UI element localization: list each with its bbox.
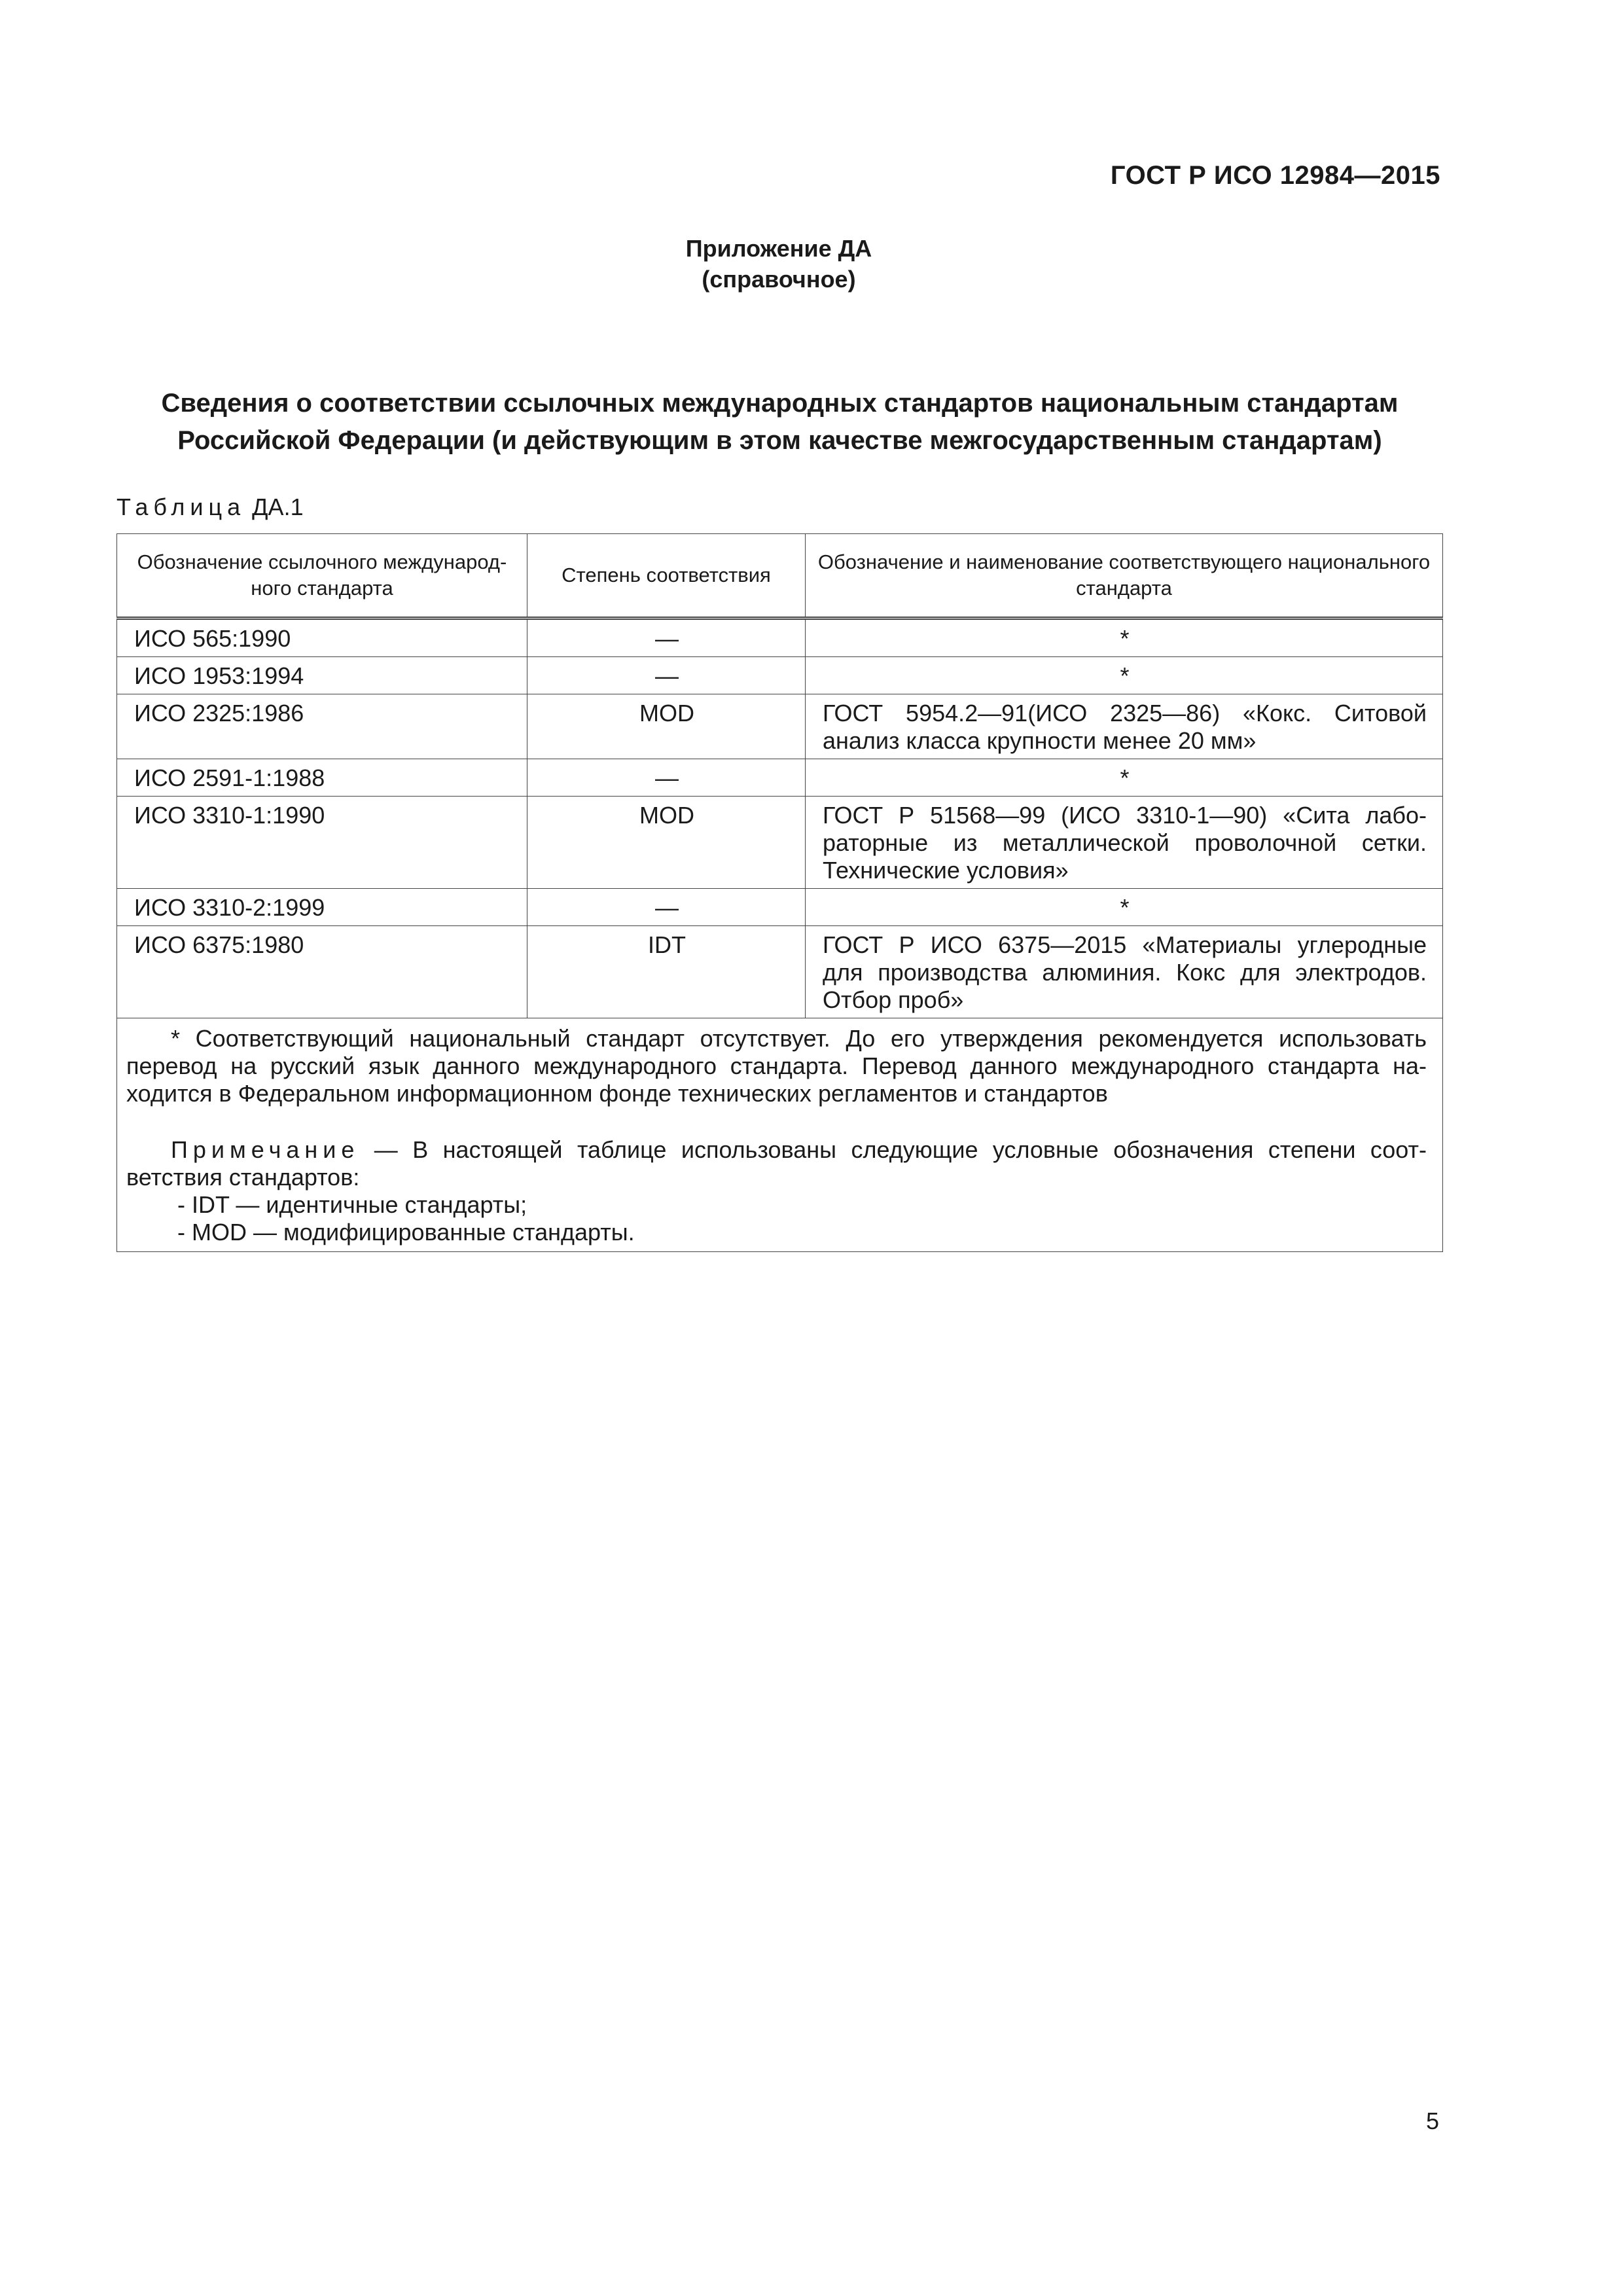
cell-national: * [806, 657, 1443, 694]
header-degree-of-correspondence: Степень соответствия [527, 534, 806, 619]
cell-national: * [806, 889, 1443, 926]
note-text: — В настоящей таблице использованы следующие условные обозначения степени соот-ветствия стандартов: [126, 1136, 1427, 1191]
cell-degree: IDT [527, 926, 806, 1018]
header-reference-standard: Обозначение ссылочного международ-ного стандарта [117, 534, 527, 619]
legend-item-idt: - IDT — идентичные стандарты; [177, 1191, 527, 1218]
table-row [117, 926, 1443, 1018]
table-caption-word: Таблица [116, 493, 246, 520]
table-header-row [117, 534, 1443, 619]
document-code: ГОСТ Р ИСО 12984—2015 [1110, 161, 1440, 190]
cell-reference: ИСО 3310-1:1990 [117, 797, 527, 889]
appendix-heading [0, 233, 1558, 295]
page-number: 5 [1425, 2108, 1439, 2134]
table-row [117, 657, 1443, 694]
section-title [116, 385, 1443, 459]
section-title-line-2: Российской Федерации (и действующим в этом качестве межгосударственным стандартам) [177, 426, 1382, 455]
note-label: Примечание [171, 1136, 360, 1163]
table-caption-id: ДА.1 [252, 493, 304, 520]
standards-correspondence-table [116, 533, 1443, 1252]
table-footnote-row [117, 1018, 1443, 1252]
cell-reference: ИСО 3310-2:1999 [117, 889, 527, 926]
cell-degree: — [527, 657, 806, 694]
table-caption [116, 493, 304, 521]
cell-reference: ИСО 2591-1:1988 [117, 759, 527, 797]
section-title-line-1: Сведения о соответствии ссылочных международных стандартов национальным стандартам [161, 389, 1399, 418]
cell-national: * [806, 619, 1443, 657]
cell-degree: MOD [527, 694, 806, 759]
table-row [117, 759, 1443, 797]
footnote-text: * Соответствующий национальный стандарт отсутствует. До его утверждения рекомендуется использовать перевод на русский язык данного международного стандарта. Перевод данного международного стандарта на-ходится в Федеральном информационном фонде технических регламентов и стандартов [126, 1025, 1427, 1107]
table-row [117, 889, 1443, 926]
cell-national: ГОСТ Р ИСО 6375—2015 «Материалы углеродные для производства алюминия. Кокс для электродов. Отбор проб» [806, 926, 1443, 1018]
appendix-subtitle: (справочное) [702, 266, 856, 293]
cell-degree: — [527, 889, 806, 926]
cell-degree: MOD [527, 797, 806, 889]
legend-item-mod: - MOD — модифицированные стандарты. [177, 1219, 635, 1246]
appendix-title: Приложение ДА [685, 235, 872, 262]
table-row [117, 797, 1443, 889]
cell-reference: ИСО 2325:1986 [117, 694, 527, 759]
cell-reference: ИСО 565:1990 [117, 619, 527, 657]
header-national-standard: Обозначение и наименование соответствующего национального стандарта [806, 534, 1443, 619]
table-footnote-cell [117, 1018, 1443, 1252]
cell-reference: ИСО 1953:1994 [117, 657, 527, 694]
cell-national: ГОСТ 5954.2—91(ИСО 2325—86) «Кокс. Ситовой анализ класса крупности менее 20 мм» [806, 694, 1443, 759]
cell-national: ГОСТ Р 51568—99 (ИСО 3310-1—90) «Сита лабо-раторные из металлической проволочной сетки. Технические условия» [806, 797, 1443, 889]
cell-degree: — [527, 759, 806, 797]
cell-national: * [806, 759, 1443, 797]
table-row [117, 619, 1443, 657]
cell-reference: ИСО 6375:1980 [117, 926, 527, 1018]
table-row [117, 694, 1443, 759]
cell-degree: — [527, 619, 806, 657]
note-paragraph [126, 1136, 1427, 1191]
